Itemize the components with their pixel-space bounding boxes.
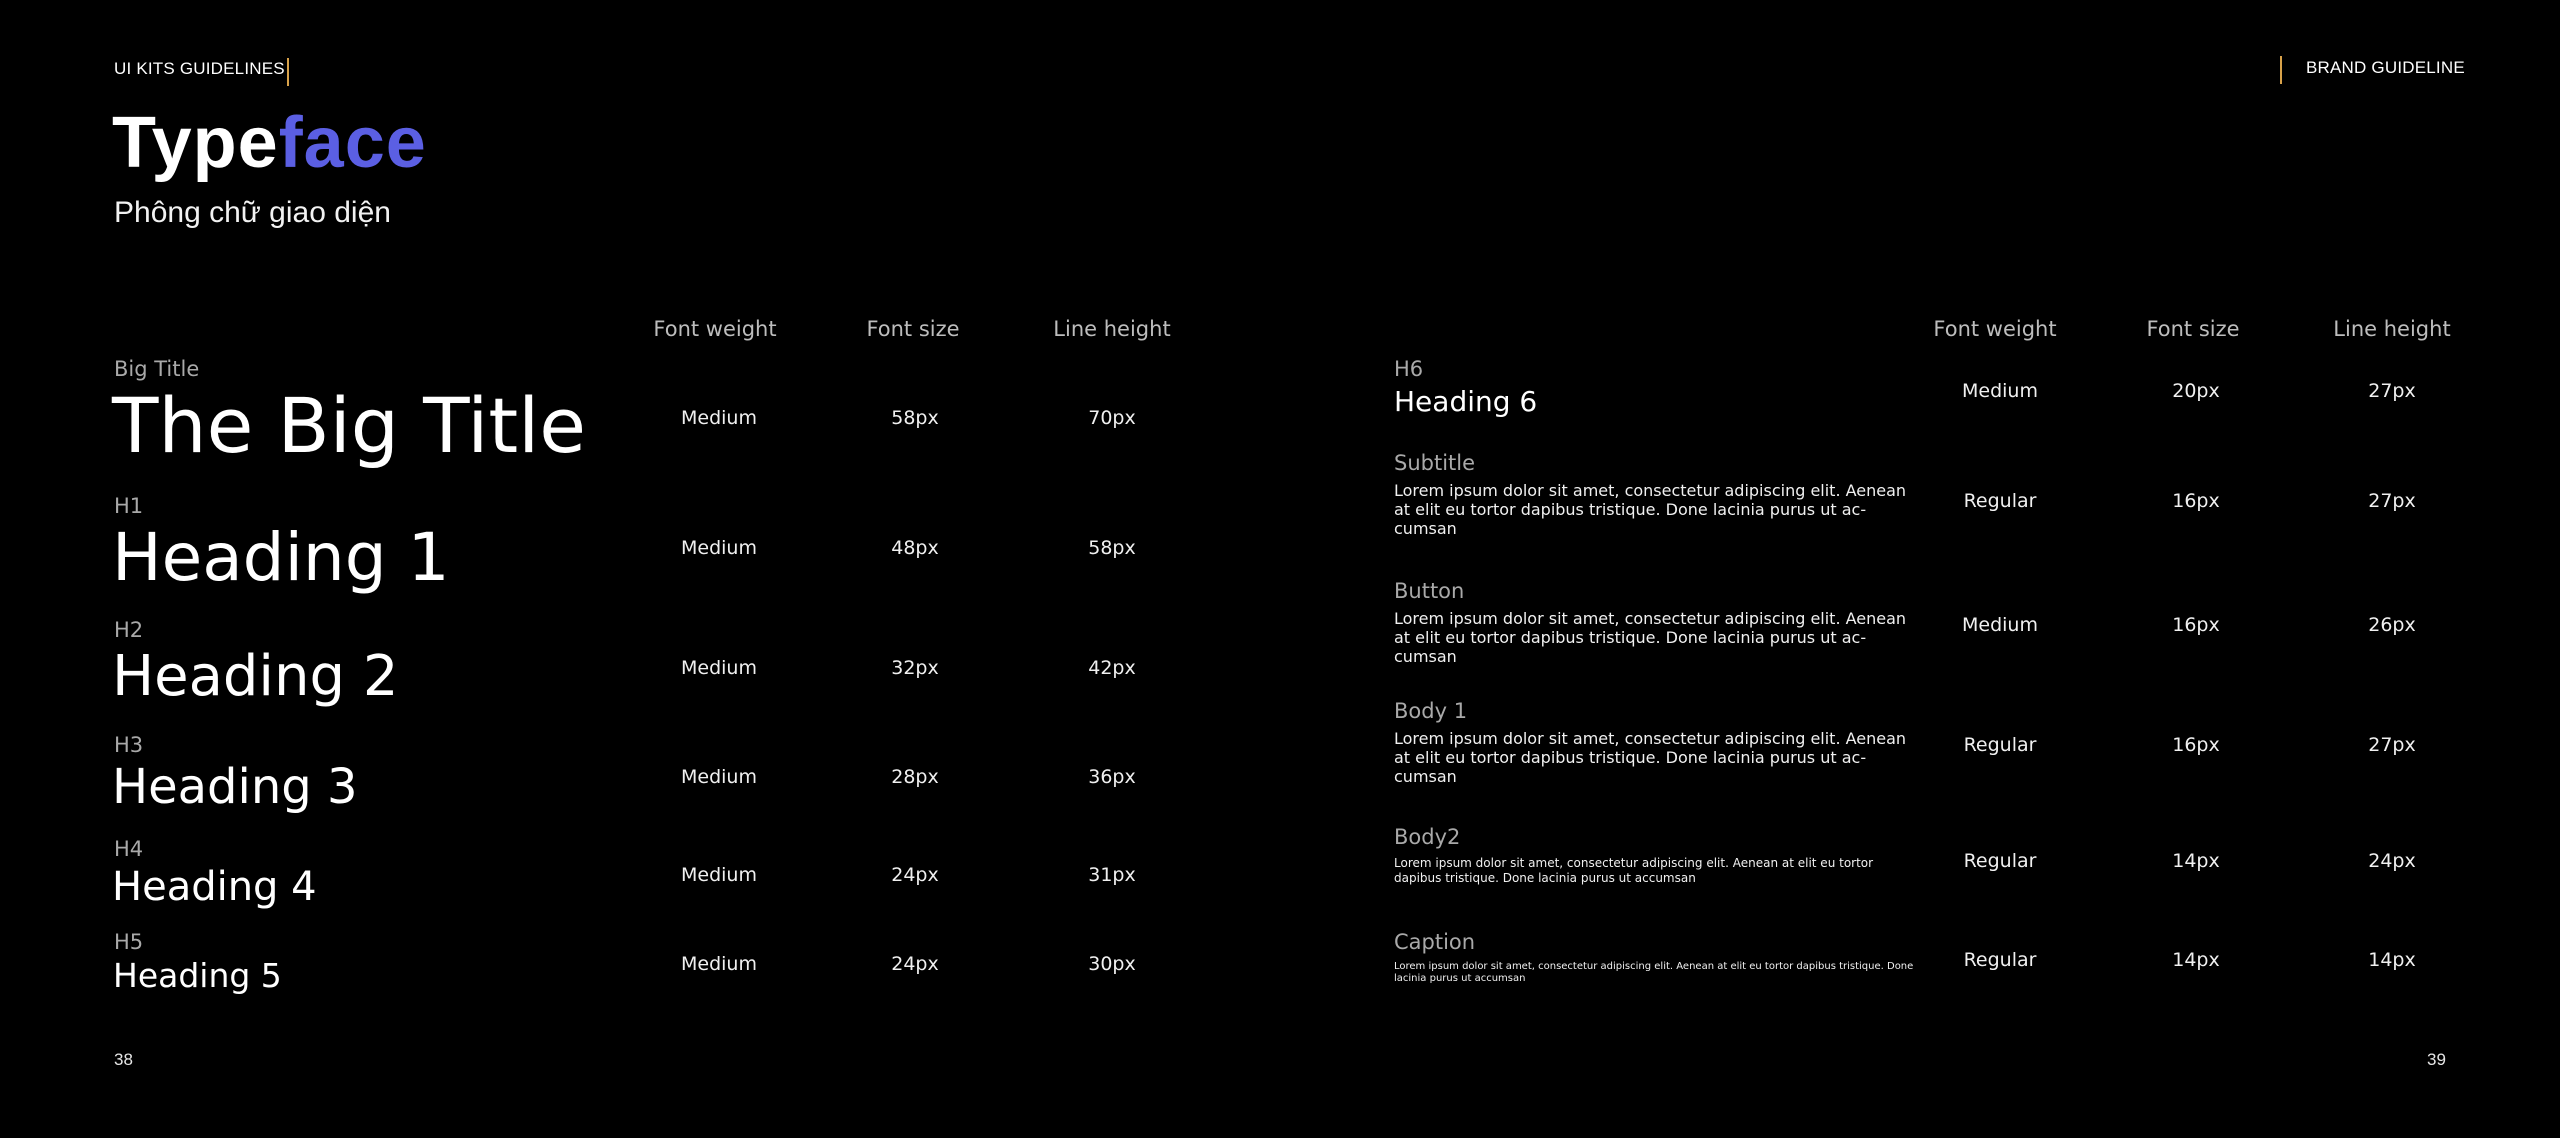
row-label-subtitle: Subtitle [1394, 451, 1476, 475]
caption-line: 14px [2368, 949, 2416, 971]
h5-weight: Medium [681, 953, 757, 975]
button-line: 26px [2368, 614, 2416, 636]
title-part-type: Type [112, 103, 279, 183]
title-part-face: face [278, 103, 427, 183]
row-label-caption: Caption [1394, 930, 1476, 954]
right-col-line-height: Line height [2333, 317, 2451, 341]
page-number-left: 38 [114, 1050, 133, 1069]
right-col-font-weight: Font weight [1933, 317, 2057, 341]
caption-size: 14px [2172, 949, 2220, 971]
h1-line: 58px [1088, 537, 1136, 559]
sample-big-title: The Big Title [112, 381, 587, 470]
sample-heading-3: Heading 3 [112, 759, 358, 815]
header-right-divider [2280, 56, 2282, 84]
h4-size: 24px [891, 864, 939, 886]
button-size: 16px [2172, 614, 2220, 636]
row-label-h6: H6 [1394, 357, 1424, 381]
left-col-line-height: Line height [1053, 317, 1171, 341]
row-label-body-2: Body2 [1394, 825, 1461, 849]
h2-weight: Medium [681, 657, 757, 679]
caption-weight: Regular [1963, 949, 2037, 971]
body-2-size: 14px [2172, 850, 2220, 872]
big-title-weight: Medium [681, 407, 757, 429]
body-2-line: 24px [2368, 850, 2416, 872]
sample-subtitle-text: Lorem ipsum dolor sit amet, consectetur adipiscing elit. Aenean at elit eu tortor dapibus tristique. Done lacinia purus ut ac- cumsan [1394, 481, 1907, 538]
sample-caption-text: Lorem ipsum dolor sit amet, consectetur adipiscing elit. Aenean at elit eu tortor dapibus tristique. Done lacinia purus ut accumsan [1394, 961, 1914, 984]
h3-line: 36px [1088, 766, 1136, 788]
right-col-font-size: Font size [2146, 317, 2240, 341]
row-label-body-1: Body 1 [1394, 699, 1468, 723]
row-label-h3: H3 [114, 733, 144, 757]
sample-heading-2: Heading 2 [112, 644, 399, 709]
sample-button-text: Lorem ipsum dolor sit amet, consectetur adipiscing elit. Aenean at elit eu tortor dapibus tristique. Done lacinia purus ut ac- cumsan [1394, 609, 1907, 666]
body-1-size: 16px [2172, 734, 2220, 756]
header-left-divider [287, 58, 289, 86]
h2-line: 42px [1088, 657, 1136, 679]
sample-body-1-text: Lorem ipsum dolor sit amet, consectetur adipiscing elit. Aenean at elit eu tortor dapibus tristique. Done lacinia purus ut ac- cumsan [1394, 729, 1907, 786]
row-label-big-title: Big Title [114, 357, 200, 381]
h5-size: 24px [891, 953, 939, 975]
button-weight: Medium [1962, 614, 2038, 636]
header-right-label: BRAND GUIDELINE [2306, 58, 2465, 77]
big-title-size: 58px [891, 407, 939, 429]
subtitle-line: 27px [2368, 490, 2416, 512]
header-left-label: UI KITS GUIDELINES [114, 59, 285, 78]
h2-size: 32px [891, 657, 939, 679]
sample-heading-5: Heading 5 [113, 956, 282, 995]
row-label-h1: H1 [114, 494, 144, 518]
row-label-h2: H2 [114, 618, 144, 642]
sample-heading-4: Heading 4 [112, 864, 317, 910]
h6-size: 20px [2172, 380, 2220, 402]
h1-size: 48px [891, 537, 939, 559]
h6-weight: Medium [1962, 380, 2038, 402]
row-label-button: Button [1394, 579, 1465, 603]
h4-weight: Medium [681, 864, 757, 886]
sample-heading-1: Heading 1 [112, 519, 450, 596]
row-label-h4: H4 [114, 837, 144, 861]
page-title [112, 102, 427, 184]
row-label-h5: H5 [114, 930, 144, 954]
sample-heading-6: Heading 6 [1394, 385, 1538, 418]
sample-body-2-text: Lorem ipsum dolor sit amet, consectetur adipiscing elit. Aenean at elit eu tortor dapibus tristique. Done lacinia purus ut accumsan [1394, 856, 1874, 885]
subtitle-weight: Regular [1963, 490, 2037, 512]
h6-line: 27px [2368, 380, 2416, 402]
h1-weight: Medium [681, 537, 757, 559]
h4-line: 31px [1088, 864, 1136, 886]
body-1-weight: Regular [1963, 734, 2037, 756]
page-number-right: 39 [2427, 1050, 2446, 1069]
subtitle-size: 16px [2172, 490, 2220, 512]
body-1-line: 27px [2368, 734, 2416, 756]
body-2-weight: Regular [1963, 850, 2037, 872]
h3-size: 28px [891, 766, 939, 788]
big-title-line: 70px [1088, 407, 1136, 429]
left-col-font-size: Font size [866, 317, 960, 341]
h5-line: 30px [1088, 953, 1136, 975]
page-subtitle: Phông chữ giao diện [114, 196, 391, 229]
h3-weight: Medium [681, 766, 757, 788]
left-col-font-weight: Font weight [653, 317, 777, 341]
